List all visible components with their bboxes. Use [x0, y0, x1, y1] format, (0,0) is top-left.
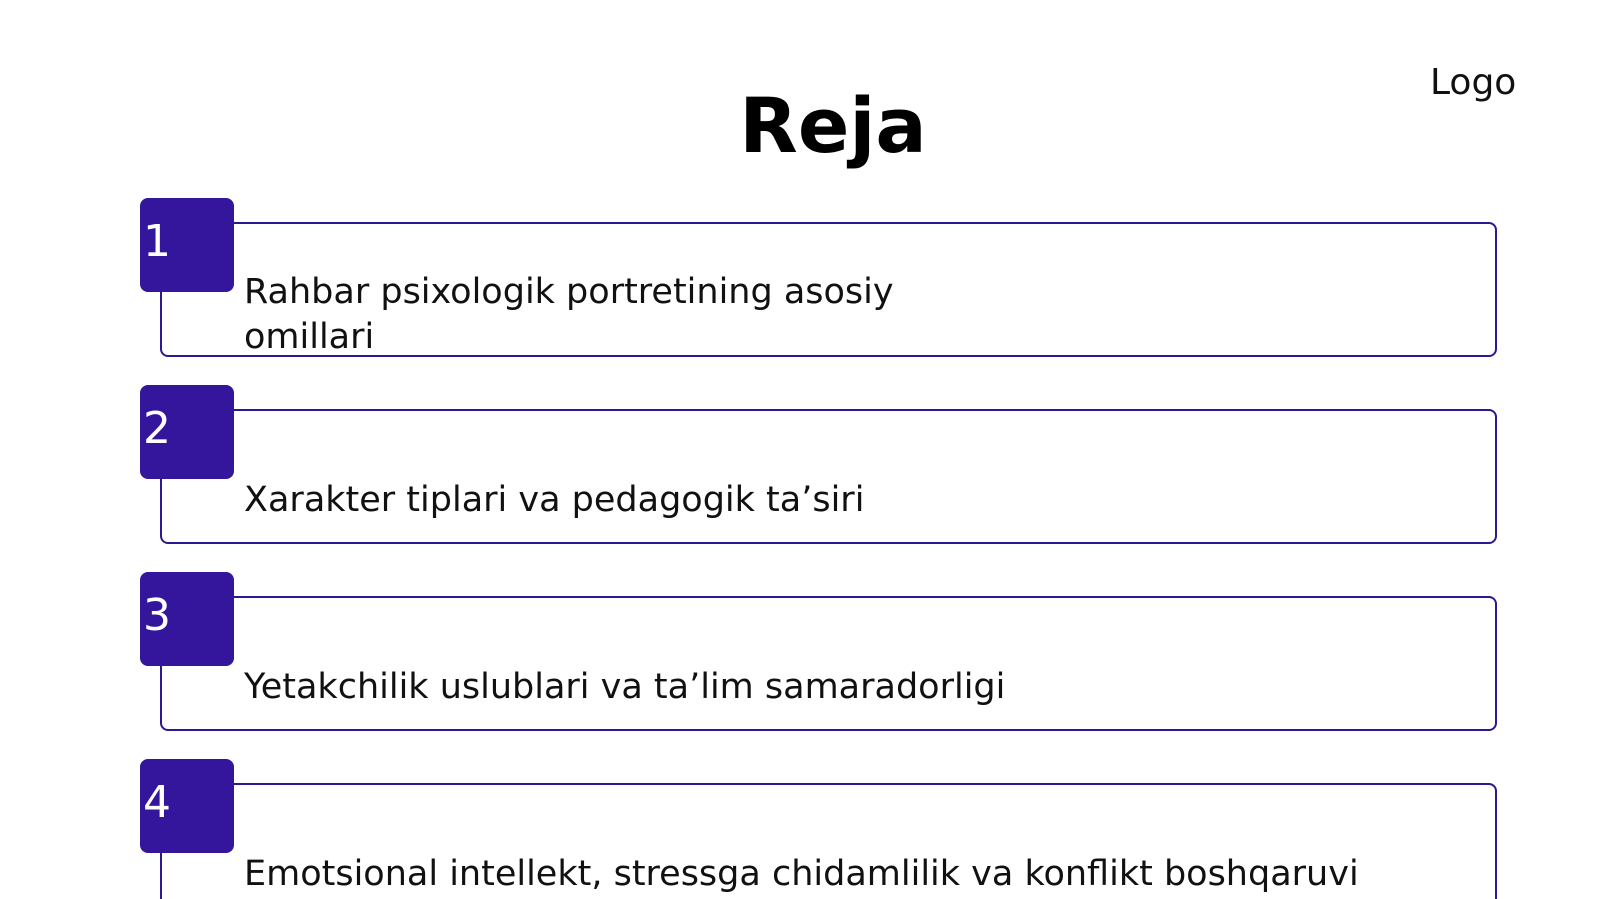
- item-number: 3: [143, 590, 171, 641]
- item-text: Rahbar psixologik portretining asosiy omillari: [244, 272, 894, 357]
- item-number: 4: [143, 777, 171, 828]
- list-item: [140, 572, 1502, 736]
- item-number: 1: [143, 216, 171, 267]
- item-number: 2: [143, 403, 171, 454]
- logo: Logo: [1430, 62, 1517, 103]
- item-card: [160, 596, 1497, 731]
- item-card: [160, 409, 1497, 544]
- item-number-badge: [140, 759, 234, 853]
- list-item: [140, 759, 1502, 899]
- item-text: Emotsional intellekt, stressga chidamlilik va konflikt boshqaruvi: [244, 854, 1359, 894]
- item-number-badge: [140, 572, 234, 666]
- list-item: [140, 385, 1502, 549]
- item-text: Yetakchilik uslublari va ta’lim samaradorligi: [244, 667, 1006, 707]
- slide-title: Reja: [739, 88, 927, 170]
- item-number-badge: [140, 198, 234, 292]
- item-text: Xarakter tiplari va pedagogik ta’siri: [244, 480, 865, 520]
- list-item: [140, 198, 1502, 362]
- item-number-badge: [140, 385, 234, 479]
